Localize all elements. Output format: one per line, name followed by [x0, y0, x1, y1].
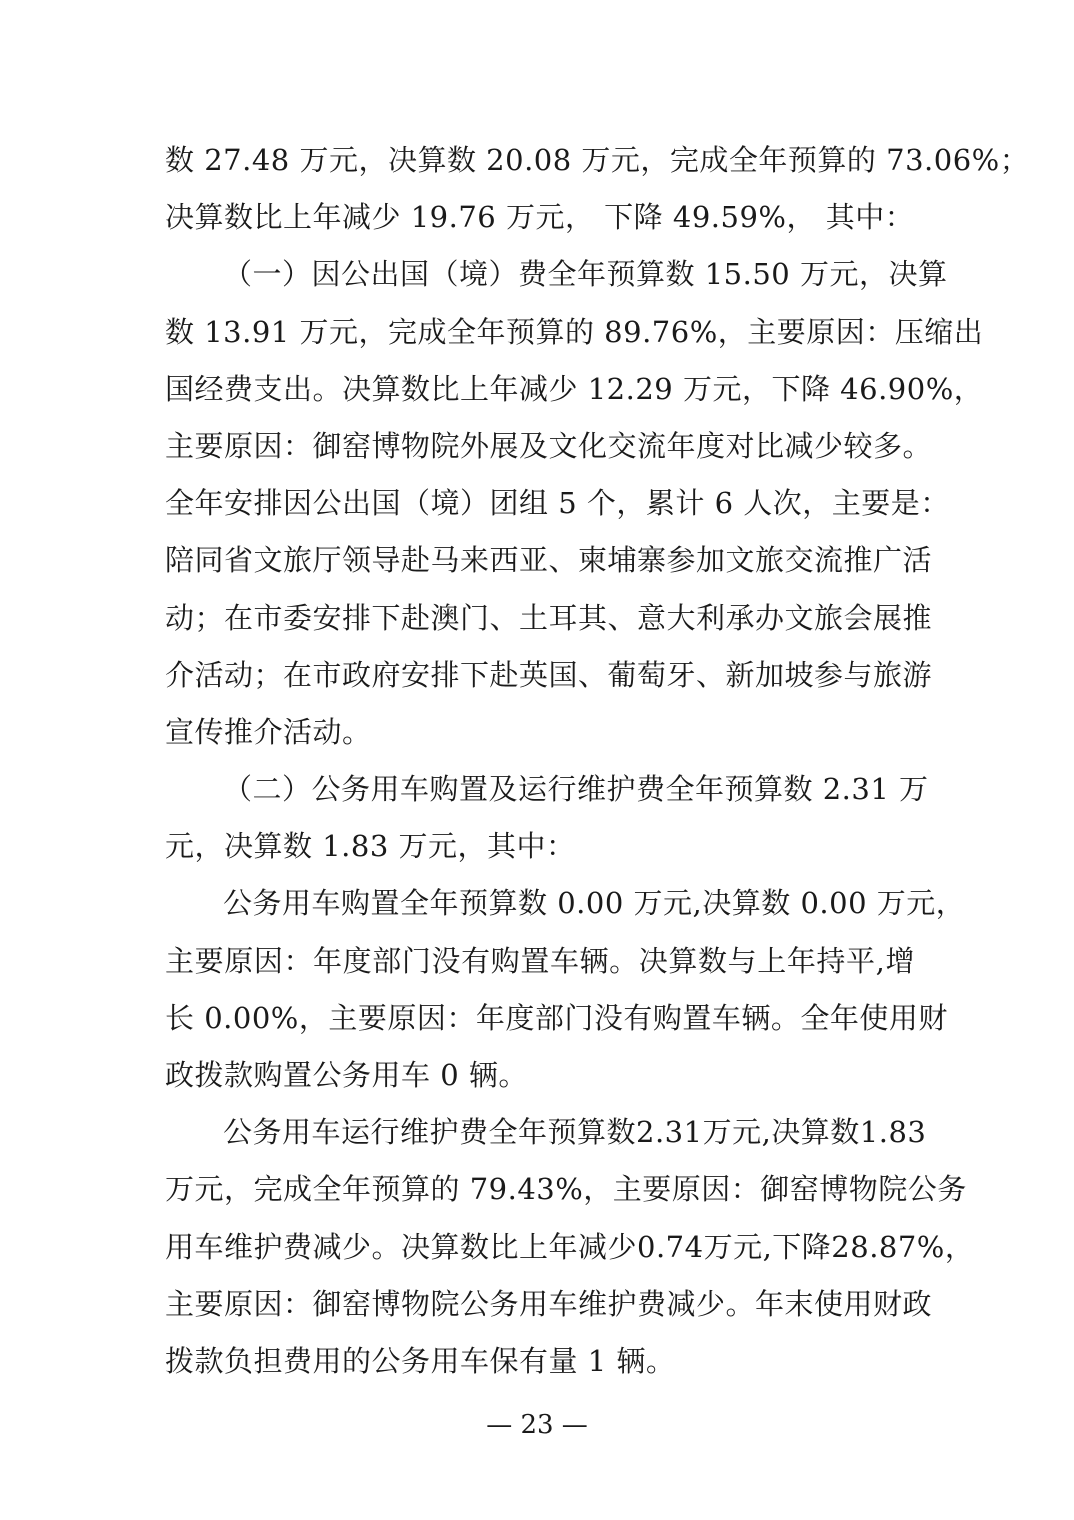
text-line: 宣传推介活动。 [165, 714, 372, 749]
text-line: 用车维护费减少。决算数比上年减少0.74万元,下降28.87%， [165, 1229, 975, 1264]
text-line: 数 27.48 万元，决算数 20.08 万元，完成全年预算的 73.06%； [165, 143, 1030, 177]
text-line: 介活动；在市政府安排下赴英国、葡萄牙、新加坡参与旅游 [165, 657, 933, 692]
text-line: 拨款负担费用的公务用车保有量 1 辆。 [165, 1343, 676, 1378]
text-line: 主要原因：御窑博物院外展及文化交流年度对比减少较多。 [165, 428, 933, 463]
text-line: 元，决算数 1.83 万元，其中： [165, 829, 576, 864]
text-line: 公务用车购置全年预算数 0.00 万元,决算数 0.00 万元， [223, 886, 966, 921]
text-line: 公务用车运行维护费全年预算数2.31万元,决算数1.83 [223, 1115, 927, 1150]
text-line: 国经费支出。决算数比上年减少 12.29 万元，下降 46.90%， [165, 371, 984, 406]
text-line: 全年安排因公出国（境）团组 5 个，累计 6 人次，主要是： [165, 486, 950, 521]
text-line: 动；在市委安排下赴澳门、土耳其、意大利承办文旅会展推 [165, 600, 933, 635]
text-line: 决算数比上年减少 19.76 万元， 下降 49.59%， 其中： [165, 200, 915, 235]
text-line: 数 13.91 万元，完成全年预算的 89.76%，主要原因：压缩出 [165, 314, 984, 349]
body-text [165, 132, 1030, 1390]
text-line: 陪同省文旅厅领导赴马来西亚、柬埔寨参加文旅交流推广活 [165, 543, 933, 578]
text-line: 主要原因：年度部门没有购置车辆。决算数与上年持平,增 [165, 943, 915, 978]
page-number: — 23 — [486, 1410, 588, 1440]
text-line: 政拨款购置公务用车 0 辆。 [165, 1058, 528, 1092]
text-line: 长 0.00%，主要原因：年度部门没有购置车辆。全年使用财 [165, 1000, 948, 1035]
text-line: 主要原因：御窑博物院公务用车维护费减少。年末使用财政 [165, 1286, 933, 1321]
text-line: 万元，完成全年预算的 79.43%，主要原因：御窑博物院公务 [165, 1172, 967, 1207]
text-line: （一）因公出国（境）费全年预算数 15.50 万元，决算 [223, 257, 948, 292]
text-line: （二）公务用车购置及运行维护费全年预算数 2.31 万 [223, 772, 929, 807]
